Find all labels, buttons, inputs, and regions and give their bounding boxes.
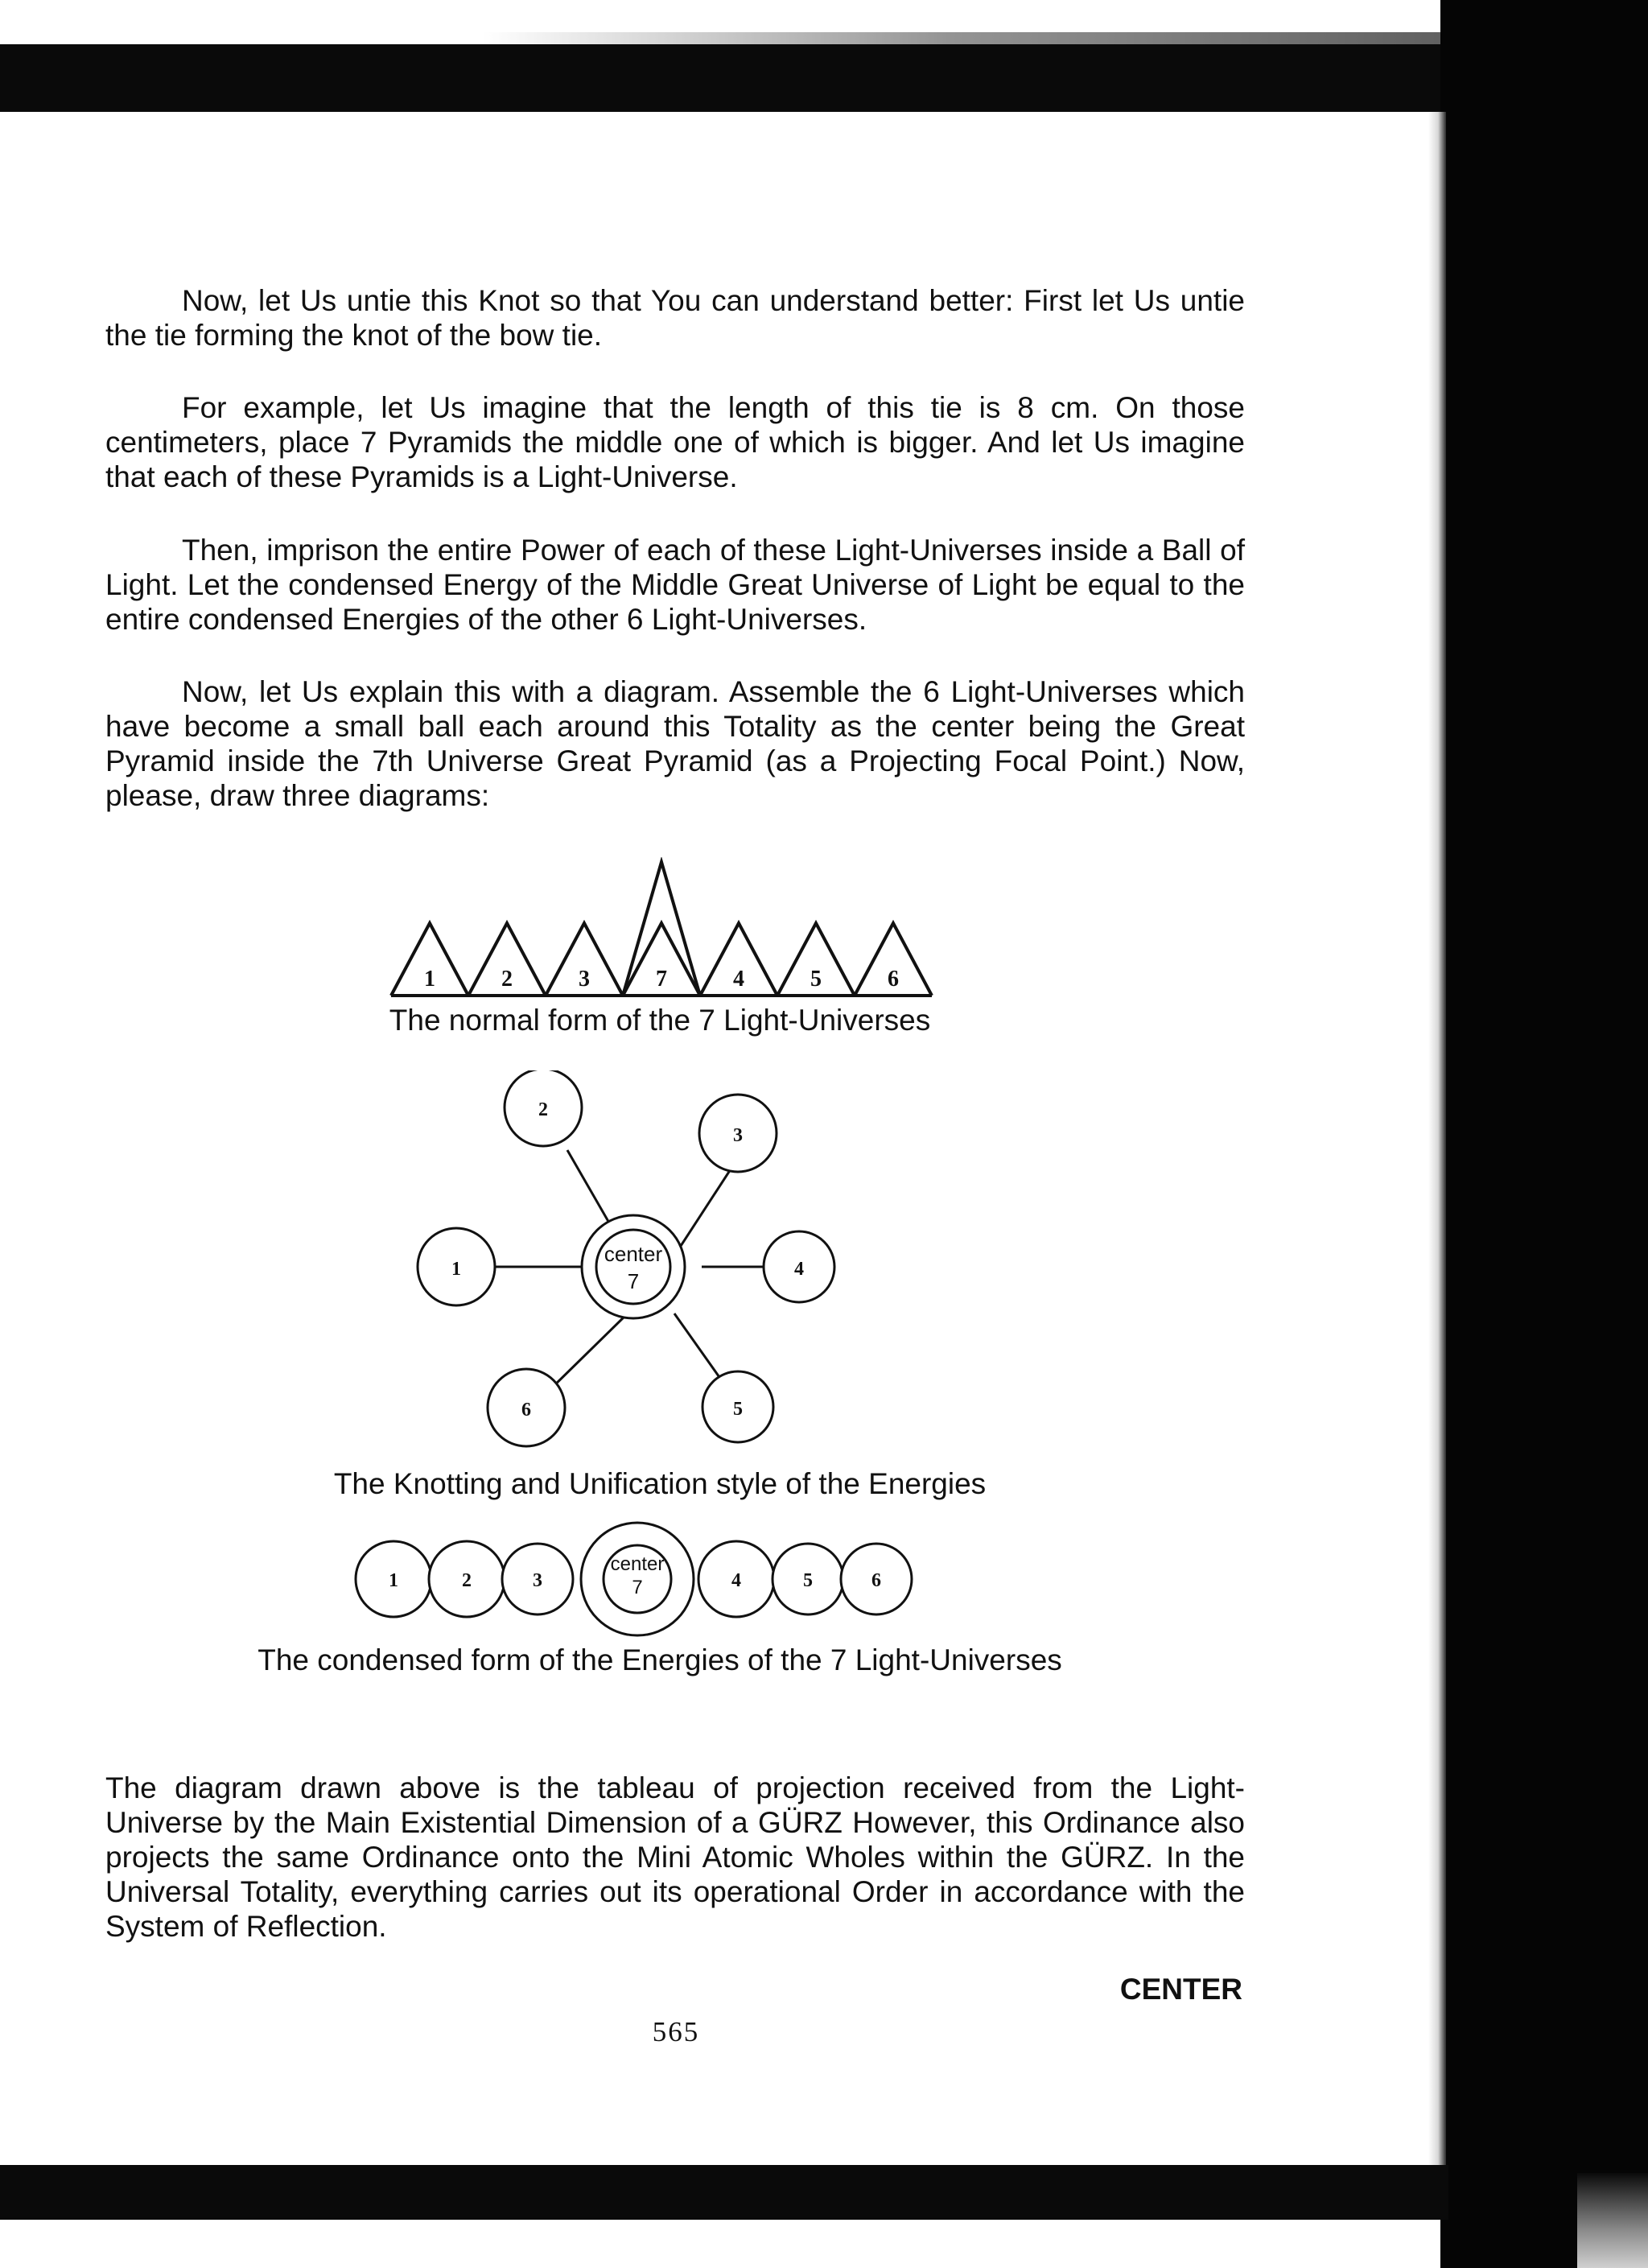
pyramid-label-5: 5	[810, 967, 822, 992]
pyramid-label-2: 2	[501, 967, 513, 992]
condensed-label-3: 3	[533, 1570, 542, 1591]
paragraph-2: For example, let Us imagine that the length of this tie is 8 cm. On those centimeters, place 7 Pyramids the middle one of which is bigger. And let Us imagine that each of these Pyramids is a Light-Universe.	[105, 391, 1245, 493]
scan-border-bottom	[0, 2165, 1448, 2220]
spoke-5	[674, 1313, 721, 1379]
scan-border-top	[0, 44, 1648, 112]
condensed-label-6: 6	[871, 1570, 881, 1591]
condensed-label-4: 4	[731, 1570, 741, 1591]
signature: CENTER	[1119, 1973, 1242, 2006]
condensed-label-1: 1	[389, 1570, 398, 1591]
condensed-center-number: 7	[632, 1577, 643, 1598]
pyramid-label-7: 7	[656, 967, 667, 992]
condensed-diagram	[346, 1517, 941, 1638]
knot-center-number: 7	[627, 1269, 640, 1293]
ball-label-2: 2	[538, 1099, 548, 1120]
pyramid-label-6: 6	[888, 967, 899, 992]
knot-center-word: center	[604, 1242, 663, 1266]
pyramid-label-4: 4	[733, 967, 744, 992]
ball-label-4: 4	[794, 1259, 804, 1280]
condensed-caption: The condensed form of the Energies of the 7 Light-Universes	[258, 1643, 1062, 1676]
paragraph-3: Then, imprison the entire Power of each of these Light-Universes inside a Ball of Light. Let the condensed Energy of the Middle Great Universe of Light be equal to the entire condensed Energies of the other 6 Light-Universes.	[105, 534, 1245, 636]
scan-edge-bottom-right	[1577, 2173, 1648, 2268]
ball-label-1: 1	[451, 1259, 461, 1280]
knotting-caption: The Knotting and Unification style of the Energies	[333, 1467, 987, 1500]
knotting-diagram	[402, 1070, 885, 1473]
condensed-label-2: 2	[462, 1570, 472, 1591]
ball-label-6: 6	[521, 1400, 531, 1421]
scan-border-right	[1440, 0, 1648, 2268]
condensed-label-5: 5	[803, 1570, 813, 1591]
pyramids-caption: The normal form of the 7 Light-Universes	[389, 1004, 931, 1037]
ball-label-3: 3	[733, 1125, 743, 1146]
ball-label-5: 5	[733, 1399, 743, 1420]
condensed-center-word: center	[610, 1553, 665, 1575]
pyramids-diagram	[378, 857, 941, 1002]
paragraph-1: Now, let Us untie this Knot so that You can understand better: First let Us untie the tie forming the knot of the bow tie.	[105, 284, 1245, 352]
pyramid-label-1: 1	[424, 967, 435, 992]
paragraph-4: Now, let Us explain this with a diagram. Assemble the 6 Light-Universes which have become a small ball each around this Totality as the center being the Great Pyramid inside the 7th Universe Great Pyramid (as a Projecting Focal Point.) Now, please, draw three diagrams:	[105, 675, 1245, 812]
pyramid-label-3: 3	[579, 967, 590, 992]
page-edge-shadow	[1428, 112, 1446, 2172]
page-number: 565	[652, 2016, 700, 2047]
closing-paragraph: The diagram drawn above is the tableau of projection received from the Light-Universe by the Main Existential Dimension of a GÜRZ However, this Ordinance also projects the same Ordinance onto the Mini Atomic Wholes within the GÜRZ. In the Universal Totality, everything carries out its operational Order in accordance with the System of Reflection.	[105, 1771, 1245, 1943]
spoke-6	[548, 1313, 628, 1392]
